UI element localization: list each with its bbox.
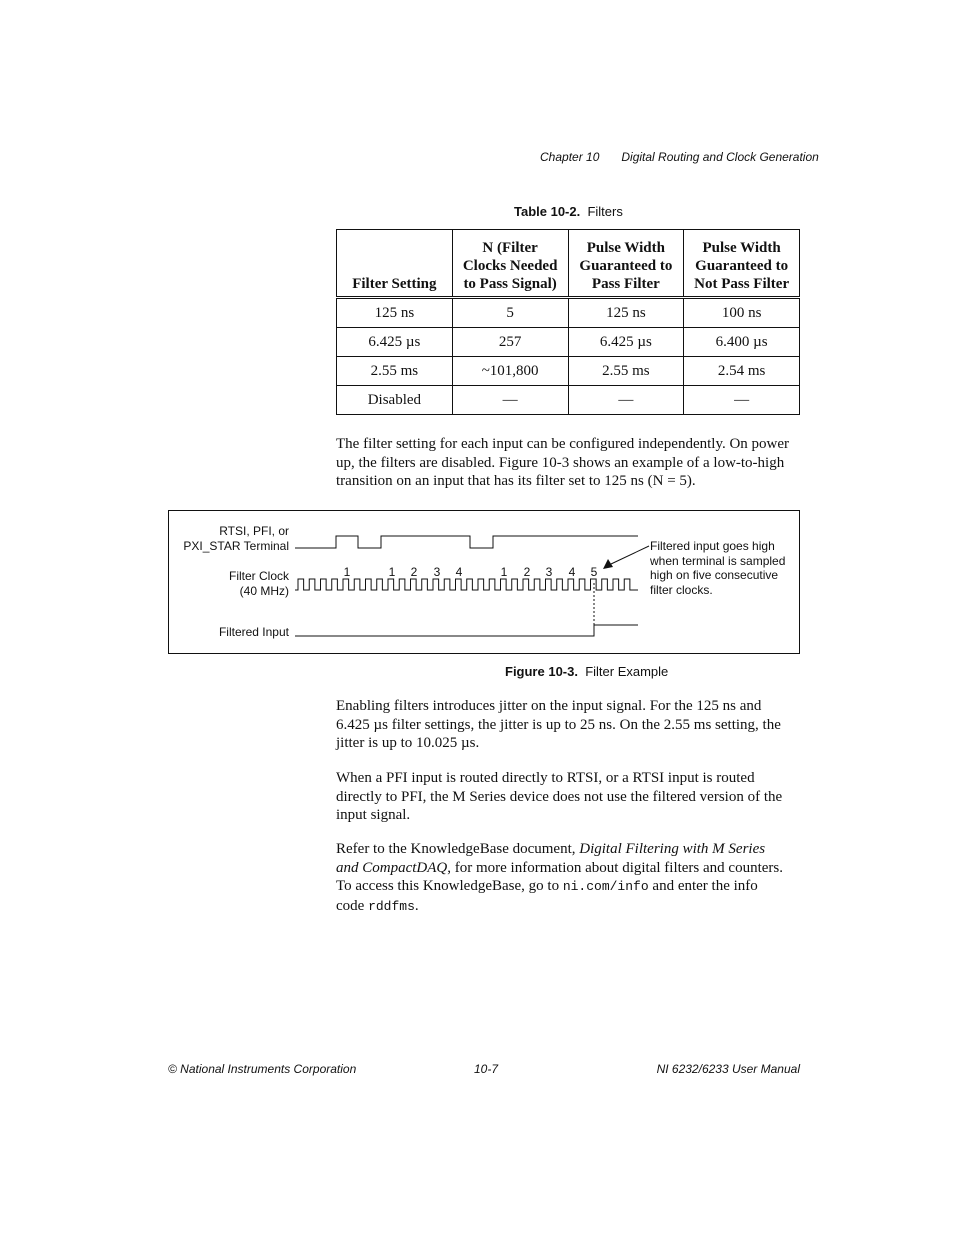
terminal-waveform <box>295 536 638 548</box>
paragraph-jitter: Enabling filters introduces jitter on the input signal. For the 125 ns and 6.425 µs filter settings, the jitter is up to 25 ns. On the 2.55 ms setting, the jitter is up to 10.025 µs. <box>336 698 781 752</box>
table-caption-title: Filters <box>587 204 623 219</box>
table-cell: 2.55 ms <box>337 357 453 386</box>
table-cell: 5 <box>452 298 568 328</box>
column-header-not-pass: Pulse Width Guaranteed to Not Pass Filter <box>684 230 800 298</box>
table-cell: — <box>452 386 568 415</box>
table-cell: 257 <box>452 328 568 357</box>
clock-count-label: 2 <box>523 565 531 579</box>
clock-count-label: 1 <box>343 565 351 579</box>
paragraph-filter-setting: The filter setting for each input can be configured independently. On power up, the filters are disabled. Figure 10-3 shows an example of a low-to-high transition on an input that has its filter set to 125 ns (N = 5). <box>336 436 790 490</box>
filtered-input-label: Filtered Input <box>218 625 289 639</box>
clock-count-label: 4 <box>455 565 463 579</box>
figure-caption <box>505 664 668 679</box>
table-cell: 6.400 µs <box>684 328 800 357</box>
terminal-signal-label: RTSI, PFI, or PXI_STAR Terminal <box>183 524 289 553</box>
clock-count-label: 1 <box>388 565 396 579</box>
table-cell: 125 ns <box>568 298 684 328</box>
annotation-arrow-line <box>611 546 649 564</box>
table-cell: 125 ns <box>337 298 453 328</box>
table-caption-number: Table 10-2. <box>514 204 581 219</box>
document-title-cont: and CompactDAQ <box>336 859 448 876</box>
column-header-filter-setting: Filter Setting <box>337 230 453 298</box>
table-cell: 100 ns <box>684 298 800 328</box>
clock-count-label: 3 <box>545 565 553 579</box>
clock-count-label: 1 <box>500 565 508 579</box>
figure-caption-number: Figure 10-3. <box>505 664 578 679</box>
chapter-number: Chapter 10 <box>540 150 600 164</box>
table-cell: — <box>568 386 684 415</box>
filter-clock-waveform <box>295 579 638 590</box>
footer-page-number: 10-7 <box>474 1062 499 1076</box>
document-title: Digital Filtering with M Series <box>579 841 766 857</box>
column-header-pass: Pulse Width Guaranteed to Pass Filter <box>568 230 684 298</box>
url-text: ni.com/info <box>562 879 649 895</box>
info-code: rddfms <box>368 898 415 914</box>
clock-count-label: 5 <box>590 565 598 579</box>
filtered-input-annotation: Filtered input goes high when terminal is sampled high on five consecutive filter clocks. <box>650 539 786 597</box>
table-cell: 6.425 µs <box>568 328 684 357</box>
column-header-n: N (Filter Clocks Needed to Pass Signal) <box>452 230 568 298</box>
table-cell: 6.425 µs <box>337 328 453 357</box>
paragraph-pfi-routing: When a PFI input is routed directly to RTSI, or a RTSI input is routed directly to PFI, the M Series device does not use the filtered version of the input signal. <box>336 770 783 824</box>
clock-count-label: 4 <box>568 565 576 579</box>
filtered-input-waveform <box>295 625 638 636</box>
paragraph-knowledgebase: Refer to the KnowledgeBase document, Digital Filtering with M Series and CompactDAQ, for more information about digital filters and counters. To access this KnowledgeBase, go to ni.com/info and enter the info code rddfms. <box>336 841 783 914</box>
figure-caption-title: Filter Example <box>585 664 669 679</box>
table-cell: — <box>684 386 800 415</box>
table-cell: 2.54 ms <box>684 357 800 386</box>
filter-clock-label: Filter Clock (40 MHz) <box>228 569 289 598</box>
table-cell: Disabled <box>337 386 453 415</box>
clock-count-label: 3 <box>433 565 441 579</box>
footer-copyright: © National Instruments Corporation <box>168 1062 357 1076</box>
table-cell: 2.55 ms <box>568 357 684 386</box>
chapter-title: Digital Routing and Clock Generation <box>621 150 819 164</box>
clock-count-label: 2 <box>410 565 418 579</box>
table-cell: ~101,800 <box>452 357 568 386</box>
footer-manual-title: NI 6232/6233 User Manual <box>656 1062 800 1076</box>
